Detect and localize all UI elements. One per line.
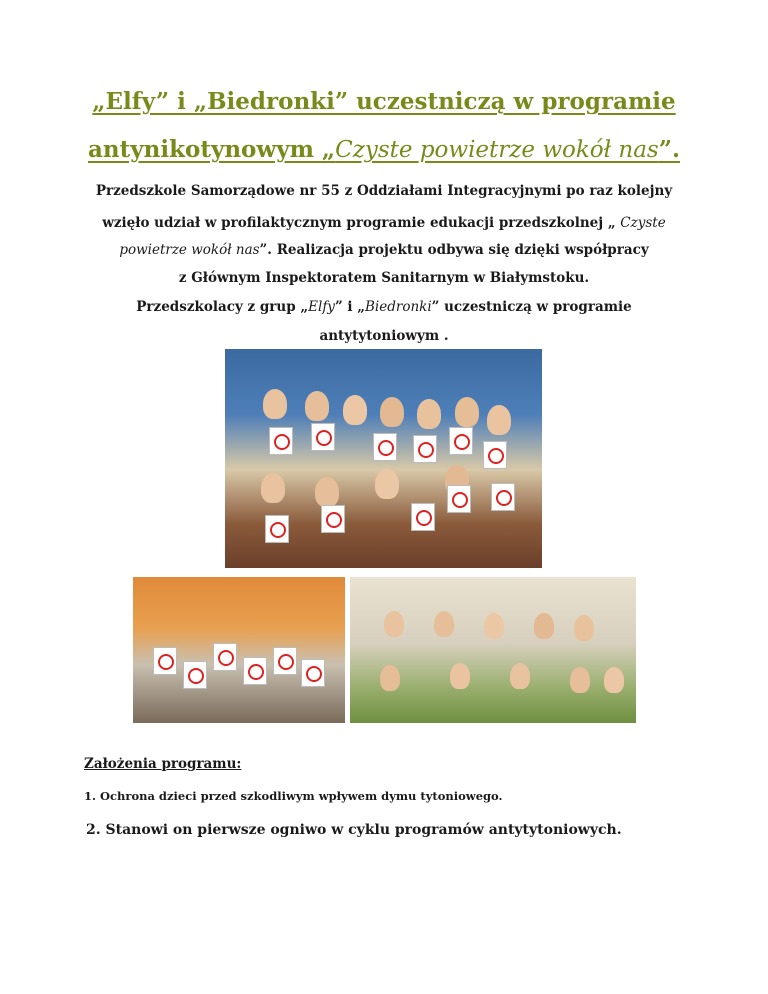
intro-line-2-text: wzięło udział w profilaktycznym programie edukacji przedszkolnej „ [102, 215, 621, 231]
intro-line-5-suffix: ” uczestniczą w programie [431, 299, 632, 315]
intro-line-5-mid: ” i „ [334, 299, 365, 315]
group-name-elfy: Elfy [308, 299, 335, 315]
intro-line-2-italic: Czyste [620, 215, 666, 231]
program-name: Czyste powietrze wokół nas [335, 137, 659, 163]
group-photo-right [350, 577, 636, 723]
program-item-2: 2. Stanowi on pierwsze ogniwo w cyklu programów antytytoniowych. [86, 822, 622, 838]
group-photo-left [133, 577, 345, 723]
title-line-2 [0, 136, 768, 163]
title-line-2-suffix: ”. [658, 136, 680, 163]
intro-line-4: z Głównym Inspektoratem Sanitarnym w Białymstoku. [178, 270, 590, 286]
intro-line-5 [0, 299, 768, 315]
program-heading: Założenia programu: [84, 756, 242, 772]
intro-line-3-italic: powietrze wokół nas [119, 242, 260, 258]
title-line-2-prefix: antynikotynowym „ [88, 136, 336, 163]
program-item-1: 1. Ochrona dzieci przed szkodliwym wpływem dymu tytoniowego. [84, 789, 503, 803]
title-line-1: „Elfy” i „Biedronki” uczestniczą w programie [92, 88, 676, 115]
intro-line-1: Przedszkole Samorządowe nr 55 z Oddziałami Integracyjnymi po raz kolejny [95, 183, 673, 199]
intro-line-5-prefix: Przedszkolacy z grup „ [136, 299, 309, 315]
intro-line-2 [0, 215, 768, 231]
group-photo-main [225, 349, 542, 568]
group-name-biedronki: Biedronki [365, 299, 432, 315]
intro-line-3-text: ”. Realizacja projektu odbywa się dzięki współpracy [259, 242, 649, 258]
intro-line-3 [0, 242, 768, 258]
intro-line-6: antytytoniowym . [319, 328, 449, 344]
